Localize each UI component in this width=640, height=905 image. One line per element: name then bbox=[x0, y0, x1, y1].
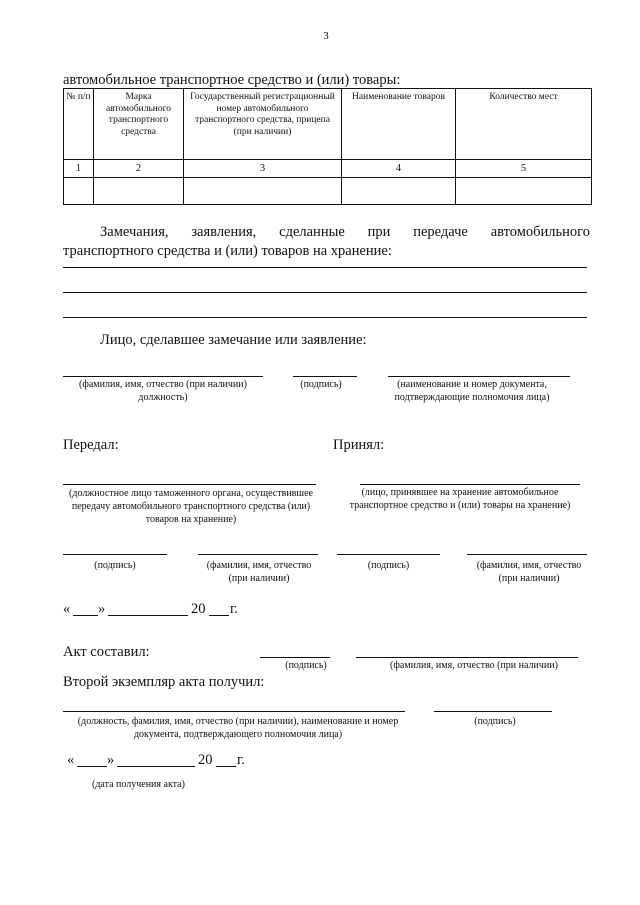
passed-caption: (должностное лицо таможенного органа, осуществившее передачу автомобильного транспортного средства (или) товаров на хранение) bbox=[69, 488, 313, 525]
remarks-line-1: Замечания, заявления, сделанные при передаче автомобильного bbox=[100, 224, 590, 240]
date2-year-line[interactable] bbox=[216, 766, 236, 767]
goods-table bbox=[63, 88, 592, 205]
table-row bbox=[64, 178, 592, 205]
table-intro: автомобильное транспортное средство и (или) товары: bbox=[63, 72, 401, 88]
table-cell[interactable] bbox=[342, 178, 456, 205]
date-day-line[interactable] bbox=[73, 615, 98, 616]
remarks-line-2: транспортного средства и (или) товаров на хранение: bbox=[63, 243, 392, 259]
column-number-cell: 5 bbox=[456, 160, 592, 178]
received-name-caption: (фамилия, имя, отчество (при наличии) bbox=[476, 560, 582, 584]
table-cell[interactable] bbox=[64, 178, 94, 205]
date2-close-quote: » bbox=[107, 752, 115, 768]
date2-caption: (дата получения акта) bbox=[92, 779, 185, 790]
act-name-line[interactable] bbox=[356, 657, 578, 658]
column-number-cell: 1 bbox=[64, 160, 94, 178]
recipient-sign-caption: (подпись) bbox=[474, 716, 516, 727]
table-cell[interactable] bbox=[94, 178, 184, 205]
passed-name-line[interactable] bbox=[198, 554, 318, 555]
header-cell-registration: Государственный регистрационный номер автомобильного транспортного средства, прицепа (при наличии) bbox=[184, 89, 342, 160]
date2-day-line[interactable] bbox=[77, 766, 107, 767]
person-name-line[interactable] bbox=[63, 376, 263, 377]
remarks-fill-line[interactable] bbox=[63, 292, 587, 293]
date2-open-quote: « bbox=[67, 752, 75, 768]
table-header-row bbox=[64, 89, 592, 160]
column-number-cell: 4 bbox=[342, 160, 456, 178]
date2-year-prefix: 20 bbox=[198, 752, 213, 768]
date-month-line[interactable] bbox=[108, 615, 188, 616]
date2-month-line[interactable] bbox=[117, 766, 195, 767]
act-name-caption: (фамилия, имя, отчество (при наличии) bbox=[390, 660, 558, 671]
passed-sign-line[interactable] bbox=[63, 554, 167, 555]
recipient-caption: (должность, фамилия, имя, отчество (при наличии), наименование и номер документа, подтверждающего полномочия лица) bbox=[77, 716, 399, 740]
act-composed-label: Акт составил: bbox=[63, 644, 150, 660]
date2-year-suffix: г. bbox=[237, 752, 245, 768]
act-sign-line[interactable] bbox=[260, 657, 330, 658]
received-sign-caption: (подпись) bbox=[367, 560, 410, 571]
act-sign-caption: (подпись) bbox=[285, 660, 327, 671]
date-year-prefix: 20 bbox=[191, 601, 206, 617]
remarks-fill-line[interactable] bbox=[63, 267, 587, 268]
received-caption: (лицо, принявшее на хранение автомобильное транспортное средство и (или) товары на хранение) bbox=[349, 487, 571, 511]
person-sign-line[interactable] bbox=[293, 376, 357, 377]
person-sign-caption: (подпись) bbox=[300, 379, 342, 390]
person-doc-line[interactable] bbox=[388, 376, 570, 377]
header-cell-brand: Марка автомобильного транспортного средства bbox=[94, 89, 184, 160]
date-open-quote: « bbox=[63, 601, 71, 617]
page-number: 3 bbox=[323, 30, 329, 42]
received-name-line[interactable] bbox=[467, 554, 587, 555]
date-year-line[interactable] bbox=[209, 615, 229, 616]
column-number-cell: 3 bbox=[184, 160, 342, 178]
received-label: Принял: bbox=[333, 437, 385, 453]
table-column-numbers-row bbox=[64, 160, 592, 178]
header-cell-number: № п/п bbox=[64, 89, 94, 160]
date-close-quote: » bbox=[98, 601, 106, 617]
date-year-suffix: г. bbox=[230, 601, 238, 617]
passed-line[interactable] bbox=[63, 484, 316, 485]
passed-name-caption: (фамилия, имя, отчество (при наличии) bbox=[206, 560, 312, 584]
table-cell[interactable] bbox=[456, 178, 592, 205]
person-title: Лицо, сделавшее замечание или заявление: bbox=[100, 332, 367, 348]
header-cell-goods: Наименование товаров bbox=[342, 89, 456, 160]
second-copy-label: Второй экземпляр акта получил: bbox=[63, 674, 265, 690]
column-number-cell: 2 bbox=[94, 160, 184, 178]
recipient-sign-line[interactable] bbox=[434, 711, 552, 712]
remarks-fill-line[interactable] bbox=[63, 317, 587, 318]
received-line[interactable] bbox=[360, 484, 580, 485]
header-cell-quantity: Количество мест bbox=[456, 89, 592, 160]
passed-label: Передал: bbox=[63, 437, 119, 453]
person-doc-caption: (наименование и номер документа, подтверждающие полномочия лица) bbox=[394, 379, 550, 403]
passed-sign-caption: (подпись) bbox=[94, 560, 136, 571]
received-sign-line[interactable] bbox=[337, 554, 440, 555]
table-cell[interactable] bbox=[184, 178, 342, 205]
recipient-line[interactable] bbox=[63, 711, 405, 712]
person-name-caption: (фамилия, имя, отчество (при наличии) должность) bbox=[79, 379, 247, 403]
